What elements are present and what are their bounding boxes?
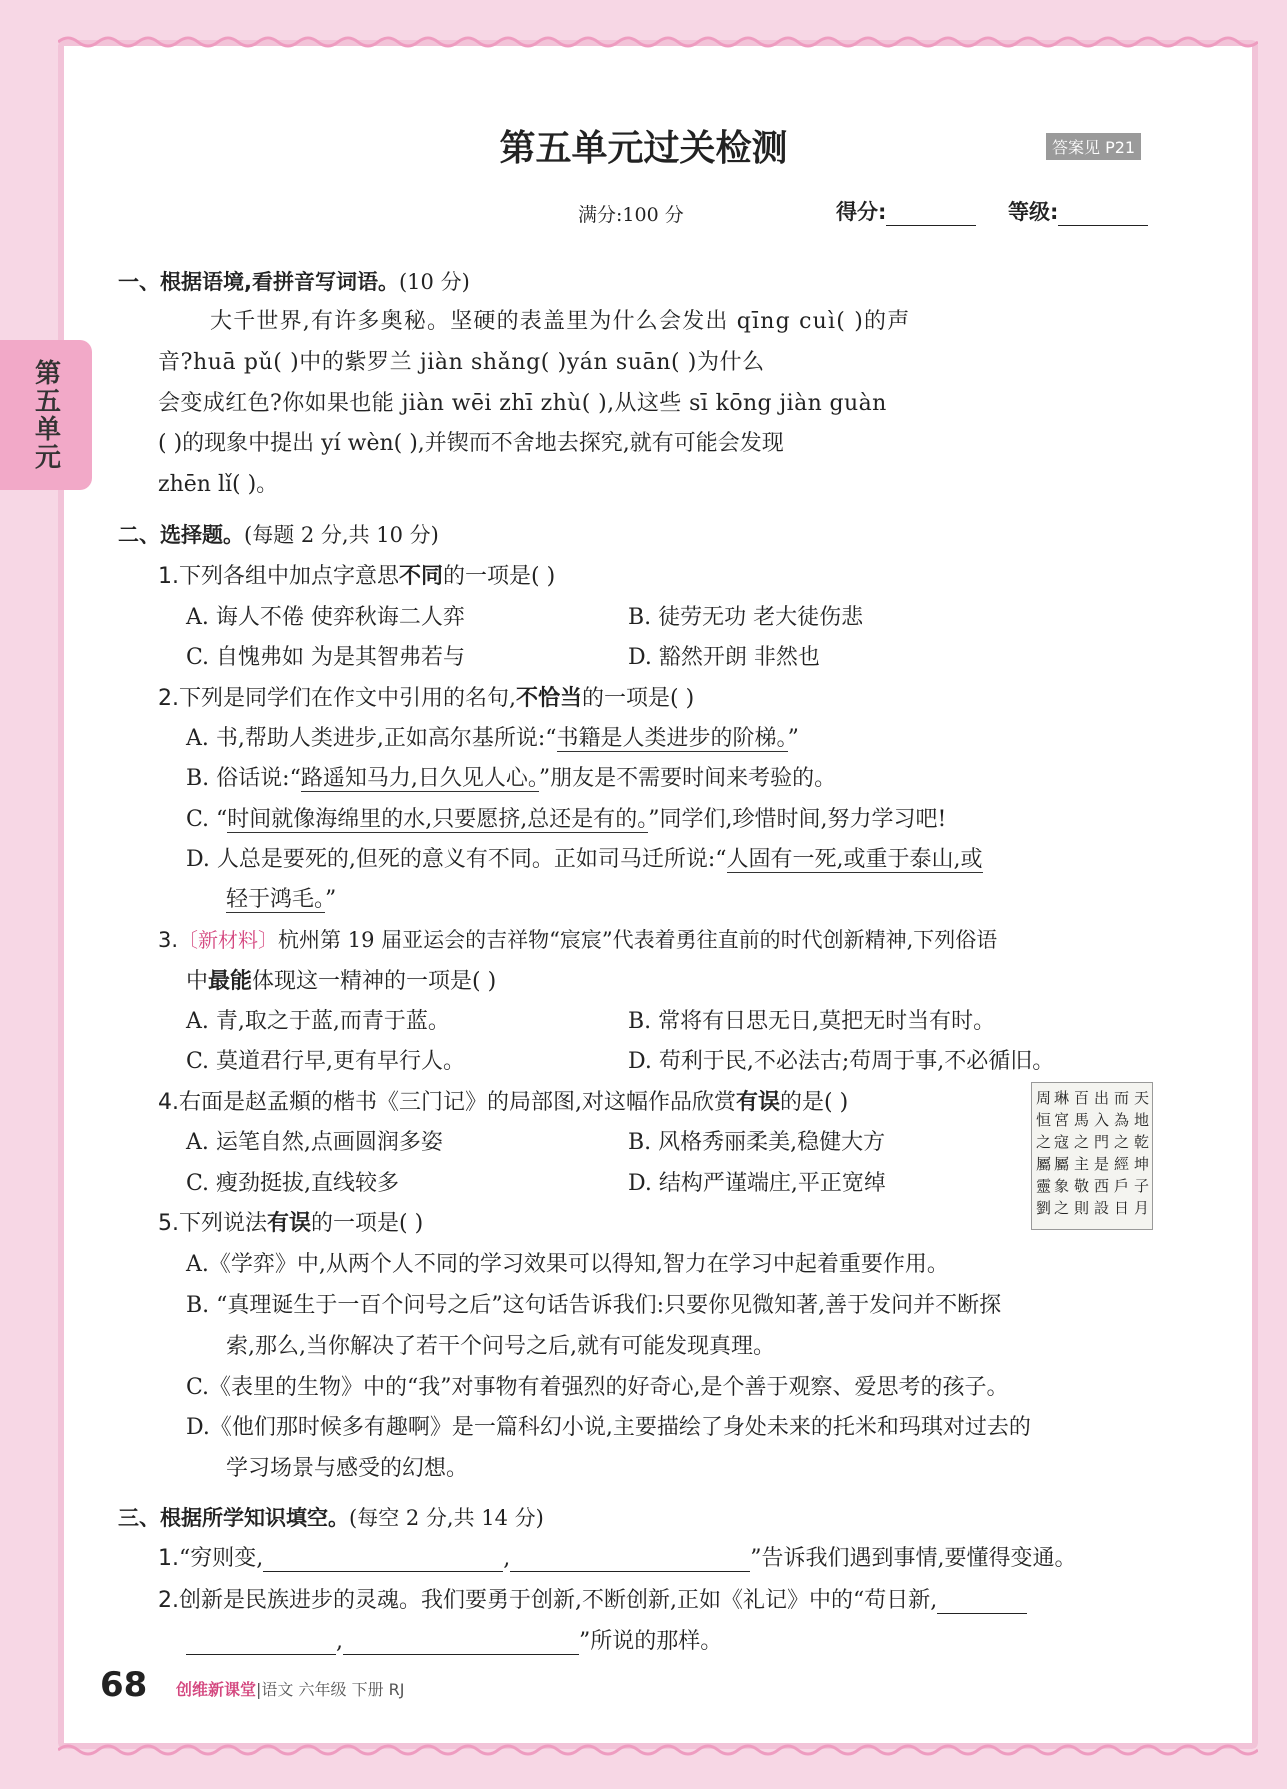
sec3-q2-text-end: ”所说的那样。	[579, 1629, 723, 1654]
svg-text:設: 設	[1094, 1199, 1110, 1217]
option-text: ”	[787, 726, 799, 751]
svg-text:之: 之	[1036, 1133, 1052, 1151]
q2-option-d-cont	[226, 882, 336, 913]
q2-emphasis: 不恰当	[516, 686, 583, 711]
q2-answer-paren[interactable]: 的一项是( )	[582, 686, 695, 711]
q3-option-c[interactable]	[186, 1044, 465, 1075]
q4-option-a[interactable]	[186, 1125, 443, 1156]
svg-text:西: 西	[1094, 1177, 1110, 1195]
q5-option-b-cont: 索,那么,当你解决了若干个问号之后,就有可能发现真理。	[226, 1334, 775, 1359]
option-text: 豁然开朗 非然也	[658, 645, 820, 670]
option-text: 人总是要死的,但死的意义有不同。正如司马迁所说:“	[216, 847, 727, 872]
option-letter: D.	[628, 1171, 652, 1196]
q2-option-a[interactable]	[186, 721, 799, 752]
sec3-q1-comma: ,	[503, 1546, 511, 1571]
option-letter: A.	[186, 1130, 209, 1155]
q2-option-c[interactable]	[186, 802, 946, 833]
q3-answer-paren[interactable]: 体现这一精神的一项是( )	[252, 969, 497, 994]
q4-option-d[interactable]	[628, 1166, 886, 1197]
option-letter: C.	[186, 807, 210, 832]
score-blank[interactable]	[886, 205, 976, 226]
svg-text:之: 之	[1114, 1133, 1130, 1151]
svg-text:之: 之	[1054, 1199, 1070, 1217]
q3-stem-cont	[186, 964, 496, 995]
option-text: 《他们那时候多有趣啊》是一篇科幻小说,主要描绘了身处未来的托米和玛琪对过去的	[209, 1415, 1031, 1440]
svg-text:出: 出	[1094, 1089, 1110, 1107]
svg-text:為: 為	[1114, 1111, 1130, 1129]
q3-text: 杭州第 19 届亚运会的吉祥物“宸宸”代表着勇往直前的时代创新精神,下列俗语	[278, 928, 998, 952]
page-title: 第五单元过关检测	[499, 128, 788, 169]
q2-stem	[158, 681, 694, 712]
option-letter: B.	[186, 1293, 210, 1318]
svg-text:琳: 琳	[1054, 1089, 1070, 1107]
q4-number: 4.	[158, 1090, 179, 1115]
option-letter: C.	[186, 1049, 210, 1074]
svg-text:屬: 屬	[1036, 1155, 1052, 1173]
q1-option-c[interactable]	[186, 640, 465, 671]
option-letter: B.	[628, 1009, 652, 1034]
q3-text: 中	[186, 969, 209, 994]
section-1-title: 一、根据语境,看拼音写词语。	[118, 270, 399, 294]
q5-option-b[interactable]	[186, 1288, 1001, 1319]
sec3-q2-text: 创新是民族进步的灵魂。我们要勇于创新,不断创新,正如《礼记》中的“苟日新,	[179, 1588, 938, 1613]
fill-blank[interactable]	[510, 1551, 750, 1572]
option-letter: B.	[628, 1130, 652, 1155]
q5-option-d-cont: 学习场景与感受的幻想。	[226, 1456, 469, 1481]
option-letter: C.	[186, 1375, 210, 1400]
q5-option-a[interactable]	[186, 1247, 949, 1278]
section-3-points: (每空 2 分,共 14 分)	[349, 1506, 544, 1530]
footer-brand: 创维新课堂	[176, 1680, 257, 1699]
option-text: 俗话说:“	[216, 766, 301, 791]
wave-border-bottom	[58, 1742, 1258, 1758]
sec1-line-5: zhēn lǐ( )。	[158, 472, 279, 497]
section-3-heading	[118, 1502, 544, 1532]
svg-text:則: 則	[1074, 1199, 1090, 1217]
q1-option-d[interactable]	[628, 640, 820, 671]
option-text: ”朋友是不需要时间来考验的。	[538, 766, 837, 791]
option-letter: C.	[186, 1171, 210, 1196]
footer-separator: |	[256, 1680, 262, 1699]
q1-emphasis: 不同	[399, 564, 444, 589]
underlined-quote: 书籍是人类进步的阶梯。	[556, 726, 788, 751]
q5-option-c[interactable]	[186, 1370, 1009, 1401]
q1-option-b[interactable]	[628, 600, 863, 631]
option-text: ”同学们,珍惜时间,努力学习吧!	[648, 807, 947, 832]
option-letter: D.	[186, 847, 210, 872]
q5-stem	[158, 1206, 423, 1237]
option-text: 运笔自然,点画圆润多姿	[215, 1130, 443, 1155]
full-score: 满分:100 分	[578, 204, 684, 226]
underlined-quote: 轻于鸿毛。	[226, 887, 326, 912]
q5-number: 5.	[158, 1211, 179, 1236]
grade-field	[1008, 196, 1148, 226]
option-text: 风格秀丽柔美,稳健大方	[658, 1130, 886, 1155]
grade-blank[interactable]	[1058, 205, 1148, 226]
underlined-quote: 人固有一死,或重于泰山,或	[726, 847, 983, 872]
svg-text:靈: 靈	[1036, 1177, 1052, 1195]
footer-info	[176, 1677, 405, 1700]
option-text: 苟利于民,不必法古;苟周于事,不必循旧。	[658, 1049, 1055, 1074]
option-text: “	[216, 807, 228, 832]
score-field	[836, 196, 976, 226]
section-1-points: (10 分)	[398, 270, 470, 294]
sec1-line-1: 大千世界,有许多奥秘。坚硬的表盖里为什么会发出 qīng cuì( )的声	[210, 309, 911, 334]
q3-stem	[158, 924, 997, 954]
option-letter: A.	[186, 726, 209, 751]
score-label: 得分:	[836, 200, 887, 224]
option-text: 瘦劲挺拔,直线较多	[216, 1171, 400, 1196]
option-letter: D.	[628, 1049, 652, 1074]
q4-stem	[158, 1085, 848, 1116]
answer-reference-badge: 答案见 P21	[1046, 133, 1141, 160]
svg-text:經: 經	[1114, 1155, 1130, 1173]
underlined-quote: 路遥知马力,日久见人心。	[300, 766, 539, 791]
page-number: 68	[100, 1665, 148, 1705]
q4-emphasis: 有误	[736, 1090, 781, 1115]
svg-text:周: 周	[1036, 1089, 1052, 1107]
option-text: 诲人不倦 使弈秋诲二人弈	[215, 605, 465, 630]
option-text: 《表里的生物》中的“我”对事物有着强烈的好奇心,是个善于观察、爱思考的孩子。	[209, 1375, 1009, 1400]
q2-option-d[interactable]	[186, 842, 983, 873]
svg-text:劉: 劉	[1036, 1199, 1052, 1217]
svg-text:馬: 馬	[1074, 1111, 1090, 1129]
option-text: “真理诞生于一百个问号之后”这句话告诉我们:只要你见微知著,善于发问并不断探	[216, 1293, 1002, 1318]
option-text: 书,帮助人类进步,正如高尔基所说:“	[215, 726, 557, 751]
q1-stem	[158, 559, 555, 590]
unit-side-tab-label: 第五单元	[30, 359, 61, 471]
svg-text:地: 地	[1134, 1111, 1150, 1129]
svg-text:屬: 屬	[1054, 1155, 1070, 1173]
calligraphy-image	[1031, 1082, 1153, 1230]
q2-text: 下列是同学们在作文中引用的名句,	[179, 686, 516, 711]
option-text: 青,取之于蓝,而青于蓝。	[215, 1009, 450, 1034]
sec3-q1	[158, 1541, 1077, 1572]
underlined-quote: 时间就像海绵里的水,只要愿挤,总还是有的。	[227, 807, 649, 832]
sec1-line-2: 音?huā pǔ( )中的紫罗兰 jiàn shǎng( )yán suān( )为什么	[158, 350, 765, 375]
unit-side-tab	[0, 340, 92, 490]
q3-emphasis: 最能	[208, 969, 253, 994]
option-text: 结构严谨端庄,平正宽绰	[658, 1171, 886, 1196]
option-letter: D.	[186, 1415, 210, 1440]
svg-text:門: 門	[1094, 1133, 1110, 1151]
q1-text: 下列各组中加点字意思	[179, 564, 400, 589]
svg-text:之: 之	[1074, 1133, 1090, 1151]
option-letter: C.	[186, 645, 210, 670]
wave-border-top	[58, 34, 1258, 50]
fill-blank[interactable]	[343, 1634, 579, 1655]
svg-text:入: 入	[1094, 1111, 1110, 1129]
option-letter: A.	[186, 1009, 209, 1034]
q1-option-a[interactable]	[186, 600, 465, 631]
q5-answer-paren[interactable]: 的一项是( )	[311, 1211, 424, 1236]
q3-number: 3.	[158, 928, 179, 952]
svg-text:坤: 坤	[1134, 1155, 1150, 1173]
svg-text:戶: 戶	[1114, 1177, 1130, 1195]
fill-blank[interactable]	[263, 1551, 503, 1572]
svg-text:主: 主	[1074, 1155, 1090, 1173]
option-letter: D.	[628, 645, 652, 670]
option-text: 莫道君行早,更有早行人。	[216, 1049, 466, 1074]
sec3-q2-cont	[186, 1624, 722, 1655]
sec3-q2-comma: ,	[336, 1629, 343, 1654]
svg-text:宮: 宮	[1054, 1111, 1070, 1129]
sec3-q1-number: 1.	[158, 1546, 179, 1571]
option-text: 常将有日思无日,莫把无时当有时。	[658, 1009, 996, 1034]
sec1-line-3: 会变成红色?你如果也能 jiàn wēi zhī zhù( ),从这些 sī kōng jiàn guàn	[158, 391, 887, 416]
q5-option-d[interactable]	[186, 1410, 1031, 1441]
q4-option-b[interactable]	[628, 1125, 885, 1156]
option-text: 徒劳无功 老大徒伤悲	[658, 605, 864, 630]
svg-text:日: 日	[1114, 1199, 1130, 1217]
fill-blank[interactable]	[937, 1593, 1027, 1614]
sec1-line-4: ( )的现象中提出 yí wèn( ),并锲而不舍地去探究,就有可能会发现	[158, 431, 784, 456]
svg-text:寇: 寇	[1054, 1133, 1070, 1151]
q1-answer-paren[interactable]: 的一项是( )	[443, 564, 556, 589]
sec3-q2-number: 2.	[158, 1588, 179, 1613]
fill-blank[interactable]	[186, 1634, 336, 1655]
q4-answer-paren[interactable]: 的是( )	[780, 1090, 849, 1115]
section-2-heading	[118, 519, 439, 549]
q5-emphasis: 有误	[267, 1211, 312, 1236]
option-letter: A.	[186, 1252, 209, 1277]
svg-text:百: 百	[1074, 1089, 1090, 1107]
option-letter: A.	[186, 605, 209, 630]
option-letter: B.	[186, 766, 210, 791]
q5-text: 下列说法	[179, 1211, 268, 1236]
svg-text:恒: 恒	[1036, 1111, 1052, 1129]
section-2-points: (每题 2 分,共 10 分)	[244, 523, 439, 547]
svg-text:敬: 敬	[1074, 1177, 1090, 1195]
option-letter: B.	[628, 605, 652, 630]
q3-option-b[interactable]	[628, 1004, 995, 1035]
q1-number: 1.	[158, 564, 179, 589]
q3-option-d[interactable]	[628, 1044, 1054, 1075]
footer-subject: 语文 六年级 下册 RJ	[261, 1680, 405, 1699]
section-1-heading	[118, 266, 470, 296]
svg-text:乾: 乾	[1134, 1133, 1150, 1151]
svg-text:子: 子	[1134, 1177, 1150, 1195]
section-2-title: 二、选择题。	[118, 523, 244, 547]
sec3-q2	[158, 1583, 1027, 1614]
option-text: 自愧弗如 为是其智弗若与	[216, 645, 466, 670]
svg-text:月: 月	[1134, 1199, 1150, 1217]
section-3-title: 三、根据所学知识填空。	[118, 1506, 349, 1530]
new-material-tag: 〔新材料〕	[178, 928, 279, 952]
q2-option-b[interactable]	[186, 761, 836, 792]
option-text: 《学弈》中,从两个人不同的学习效果可以得知,智力在学习中起着重要作用。	[208, 1252, 949, 1277]
sec3-q1-text-end: ”告诉我们遇到事情,要懂得变通。	[750, 1546, 1077, 1571]
svg-text:象: 象	[1054, 1177, 1070, 1195]
q3-option-a[interactable]	[186, 1004, 450, 1035]
svg-text:是: 是	[1094, 1155, 1110, 1173]
calligraphy-char: 天	[1134, 1089, 1150, 1107]
grade-label: 等级:	[1008, 200, 1059, 224]
sec3-q1-text: “穷则变,	[179, 1546, 264, 1571]
option-text: ”	[325, 887, 337, 912]
svg-text:而: 而	[1114, 1089, 1130, 1107]
q4-text: 右面是赵孟頫的楷书《三门记》的局部图,对这幅作品欣赏	[179, 1090, 736, 1115]
q4-option-c[interactable]	[186, 1166, 399, 1197]
q2-number: 2.	[158, 686, 179, 711]
